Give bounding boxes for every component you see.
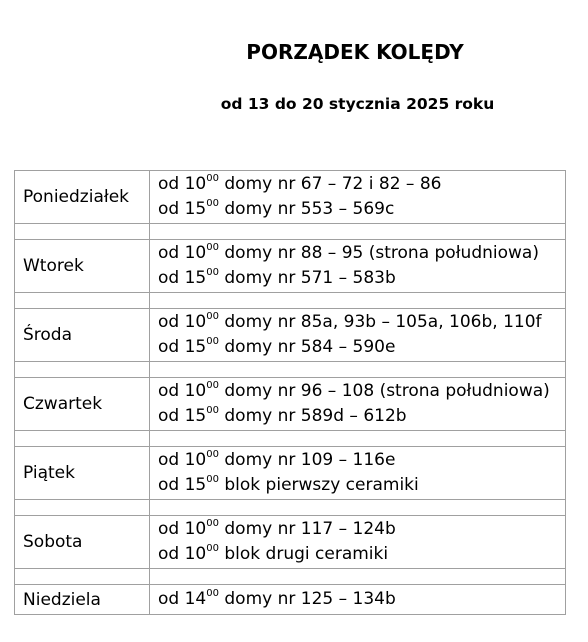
visit-slot (158, 587, 565, 612)
visit-slot (158, 172, 565, 197)
slot-houses: blok drugi ceramiki (224, 544, 389, 564)
slot-hour: 14 (184, 589, 207, 609)
spacer-cell (15, 431, 150, 447)
schedule-row (15, 240, 566, 293)
day-name: Piątek (23, 463, 75, 483)
slot-minutes: 00 (206, 518, 219, 529)
slot-hour: 10 (184, 174, 207, 194)
spacer-cell (15, 224, 150, 240)
slot-hour: 10 (184, 519, 207, 539)
slot-hour: 15 (184, 475, 207, 495)
spacer-row (15, 500, 566, 516)
slot-hour: 15 (184, 337, 207, 357)
day-name-cell (15, 585, 150, 615)
slot-minutes: 00 (206, 405, 219, 416)
day-name-cell (15, 171, 150, 224)
visit-slots-cell (150, 240, 566, 293)
day-name-cell (15, 309, 150, 362)
slot-prefix: od (158, 519, 180, 539)
slot-prefix: od (158, 174, 180, 194)
day-name: Wtorek (23, 256, 84, 276)
visit-slots-cell (150, 585, 566, 615)
document-title: PORZĄDEK KOLĘDY (246, 40, 464, 64)
spacer-cell (150, 500, 566, 516)
schedule-row (15, 171, 566, 224)
visit-slot (158, 379, 565, 404)
slot-prefix: od (158, 312, 180, 332)
slot-hour: 10 (184, 312, 207, 332)
slot-houses: domy nr 88 – 95 (strona południowa) (224, 243, 539, 263)
spacer-cell (150, 224, 566, 240)
spacer-cell (150, 362, 566, 378)
schedule-row (15, 447, 566, 500)
slot-hour: 10 (184, 381, 207, 401)
spacer-cell (15, 500, 150, 516)
slot-minutes: 00 (206, 242, 219, 253)
slot-hour: 10 (184, 243, 207, 263)
visit-slot (158, 542, 565, 567)
slot-houses: domy nr 571 – 583b (224, 268, 396, 288)
schedule-table-body (15, 171, 566, 615)
slot-minutes: 00 (206, 380, 219, 391)
schedule-row (15, 309, 566, 362)
day-name-cell (15, 240, 150, 293)
slot-prefix: od (158, 243, 180, 263)
document-subtitle: od 13 do 20 stycznia 2025 roku (220, 95, 495, 113)
slot-hour: 10 (184, 450, 207, 470)
day-name-cell (15, 378, 150, 431)
visit-slot (158, 310, 565, 335)
spacer-cell (15, 293, 150, 309)
spacer-row (15, 431, 566, 447)
slot-houses: domy nr 96 – 108 (strona południowa) (224, 381, 550, 401)
slot-prefix: od (158, 381, 180, 401)
slot-minutes: 00 (206, 543, 219, 554)
spacer-cell (150, 431, 566, 447)
slot-hour: 10 (184, 544, 207, 564)
slot-houses: domy nr 553 – 569c (224, 199, 395, 219)
slot-prefix: od (158, 268, 180, 288)
schedule-table (14, 170, 566, 615)
slot-prefix: od (158, 337, 180, 357)
visit-slot (158, 241, 565, 266)
visit-slot (158, 404, 565, 429)
slot-houses: domy nr 67 – 72 i 82 – 86 (224, 174, 442, 194)
slot-prefix: od (158, 199, 180, 219)
schedule-row (15, 585, 566, 615)
visit-slots-cell (150, 309, 566, 362)
visit-slot (158, 266, 565, 291)
slot-prefix: od (158, 450, 180, 470)
slot-prefix: od (158, 475, 180, 495)
visit-slots-cell (150, 378, 566, 431)
visit-slots-cell (150, 516, 566, 569)
slot-minutes: 00 (206, 311, 219, 322)
spacer-row (15, 293, 566, 309)
slot-houses: domy nr 584 – 590e (224, 337, 396, 357)
slot-houses: blok pierwszy ceramiki (224, 475, 419, 495)
visit-slots-cell (150, 447, 566, 500)
slot-hour: 15 (184, 199, 207, 219)
slot-prefix: od (158, 589, 180, 609)
slot-minutes: 00 (206, 336, 219, 347)
slot-minutes: 00 (206, 267, 219, 278)
day-name: Czwartek (23, 394, 103, 414)
day-name: Środa (23, 325, 73, 345)
day-name-cell (15, 447, 150, 500)
day-name: Niedziela (23, 589, 101, 610)
slot-minutes: 00 (206, 449, 219, 460)
slot-houses: domy nr 125 – 134b (224, 589, 396, 609)
slot-minutes: 00 (206, 474, 219, 485)
slot-minutes: 00 (206, 173, 219, 184)
slot-houses: domy nr 589d – 612b (224, 406, 407, 426)
slot-prefix: od (158, 544, 180, 564)
slot-hour: 15 (184, 406, 207, 426)
day-name: Poniedziałek (23, 187, 129, 207)
slot-prefix: od (158, 406, 180, 426)
visit-slots-cell (150, 171, 566, 224)
visit-slot (158, 517, 565, 542)
spacer-cell (150, 569, 566, 585)
slot-houses: domy nr 117 – 124b (224, 519, 396, 539)
spacer-cell (15, 362, 150, 378)
day-name: Sobota (23, 532, 83, 552)
spacer-cell (150, 293, 566, 309)
slot-houses: domy nr 109 – 116e (224, 450, 396, 470)
spacer-cell (15, 569, 150, 585)
day-name-cell (15, 516, 150, 569)
visit-slot (158, 473, 565, 498)
visit-slot (158, 335, 565, 360)
spacer-row (15, 224, 566, 240)
spacer-row (15, 362, 566, 378)
schedule-row (15, 378, 566, 431)
slot-houses: domy nr 85a, 93b – 105a, 106b, 110f (224, 312, 542, 332)
slot-hour: 15 (184, 268, 207, 288)
slot-minutes: 00 (206, 198, 219, 209)
spacer-row (15, 569, 566, 585)
schedule-row (15, 516, 566, 569)
slot-minutes: 00 (206, 588, 219, 599)
visit-slot (158, 448, 565, 473)
visit-slot (158, 197, 565, 222)
